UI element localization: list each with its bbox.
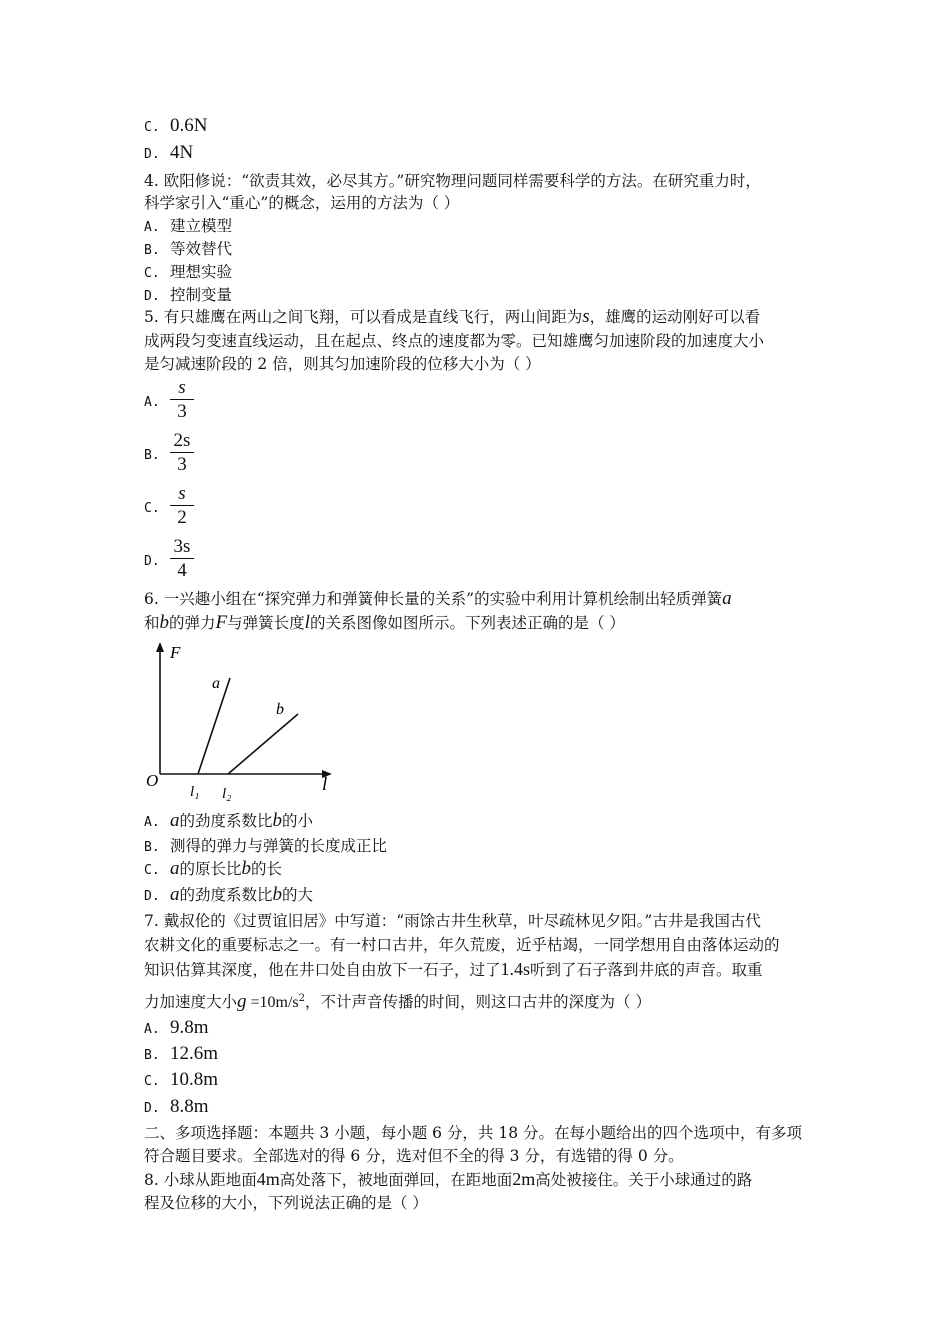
q7-stem-line2: 农耕文化的重要标志之一。有一村口古井，年久荒废，近乎枯竭，一同学想用自由落体运动的 (144, 936, 780, 954)
tick-l2-label: l₂ (222, 786, 232, 802)
q7-option-d[interactable] (144, 1096, 209, 1120)
q3-option-d[interactable] (144, 142, 193, 166)
q5-option-a-fraction (170, 377, 194, 422)
q6-option-c[interactable] (144, 858, 282, 882)
option-letter: A. (144, 220, 160, 235)
option-letter: D. (144, 889, 160, 904)
option-text: 建立模型 (170, 217, 233, 235)
option-letter: D. (144, 289, 160, 304)
q4-option-b[interactable] (144, 238, 232, 262)
q8-height-1: 4m (256, 1169, 280, 1189)
q7-var-g: g (237, 991, 247, 1013)
q6-text: 与弹簧长度 (227, 614, 305, 632)
section2-heading-line2: 符合题目要求。全部选对的得 6 分，选对但不全的得 3 分，有选错的得 0 分。 (144, 1147, 684, 1165)
line-a-label: a (212, 675, 220, 692)
q7-text: ，不计声音传播的时间，则这口古井的深度为（ ） (305, 993, 651, 1012)
fraction-denominator: 4 (177, 560, 187, 581)
q6-text: 的弹力 (169, 614, 216, 632)
option-var: b (272, 810, 283, 831)
option-letter: B. (144, 243, 160, 258)
q8-text: 高处落下，被地面弹回，在距地面 (279, 1171, 513, 1189)
fraction-denominator: 3 (177, 454, 187, 475)
q5-option-d-fraction (170, 536, 194, 581)
y-axis-label: F (170, 643, 181, 662)
q7-stem-line4 (144, 988, 651, 1014)
q6-option-a[interactable] (144, 810, 313, 834)
q5-stem-line1 (144, 306, 760, 328)
q6-stem-line2 (144, 612, 625, 634)
option-text: 的小 (282, 812, 314, 830)
q5-option-b-fraction (170, 430, 194, 475)
q7-text: 力加速度大小 (144, 993, 238, 1012)
fraction-bar (170, 558, 194, 559)
q4-stem-line2: 科学家引入“重心”的概念，运用的方法为（ ） (144, 194, 460, 212)
option-var: a (170, 884, 180, 905)
option-text: 9.8m (170, 1017, 209, 1038)
option-var: b (272, 884, 283, 905)
option-text: 12.6m (170, 1043, 219, 1064)
option-text: 的劲度系数比 (179, 886, 273, 904)
q7-text: 知识估算其深度，他在井口处自由放下一石子，过了 (144, 961, 501, 979)
fraction-numerator: 3s (173, 536, 191, 557)
q5-option-c-fraction (170, 483, 194, 528)
section2-heading-line1: 二、多项选择题：本题共 3 小题，每小题 6 分，共 18 分。在每小题给出的四个选项中，有多项 (144, 1124, 803, 1142)
fraction-bar (170, 505, 194, 506)
q6-var-a: a (722, 588, 732, 609)
q6-stem-line1 (144, 588, 732, 610)
q5-text: 5. 有只雄鹰在两山之间飞翔，可以看成是直线飞行，两山间距为 (144, 308, 583, 326)
q4-option-c[interactable] (144, 261, 232, 285)
option-text: 的大 (282, 886, 314, 904)
option-letter: C. (144, 120, 160, 135)
option-letter: B. (144, 840, 160, 855)
q5-option-b[interactable] (144, 443, 170, 467)
fraction-numerator: s (178, 483, 186, 504)
option-text: 4N (170, 142, 194, 163)
option-text: 的原长比 (179, 860, 242, 878)
option-text: 控制变量 (170, 286, 233, 304)
q5-text: ，雄鹰的运动刚好可以看 (589, 308, 761, 326)
q6-var-b: b (159, 612, 170, 633)
option-letter: C. (144, 1074, 160, 1089)
line-b (228, 714, 298, 774)
q5-stem-line2: 成两段匀变速直线运动，且在起点、终点的速度都为零。已知雄鹰匀加速阶段的加速度大小 (144, 332, 765, 350)
option-letter: A. (144, 815, 160, 830)
q5-option-d[interactable] (144, 549, 170, 573)
option-letter: A. (144, 395, 160, 410)
y-axis-arrow (156, 642, 164, 652)
x-axis-label: l (322, 774, 328, 795)
q6-text: 的关系图像如图所示。下列表述正确的是（ ） (309, 614, 625, 632)
option-var: a (170, 810, 180, 831)
q4-option-d[interactable] (144, 284, 232, 308)
option-letter: C. (144, 501, 160, 516)
option-var: a (170, 858, 180, 879)
option-letter: B. (144, 1048, 160, 1063)
q7-g-value: =10m/s (246, 994, 299, 1012)
q8-stem-line1 (144, 1168, 752, 1191)
option-letter: A. (144, 1022, 160, 1037)
option-text: 10.8m (170, 1069, 219, 1090)
option-text: 的劲度系数比 (179, 812, 273, 830)
origin-label: O (146, 771, 159, 790)
q8-height-2: 2m (512, 1169, 536, 1189)
q7-time-value: 1.4s (500, 959, 531, 979)
fraction-denominator: 3 (177, 401, 187, 422)
q7-option-b[interactable] (144, 1043, 218, 1067)
fraction-numerator: 2s (173, 430, 191, 451)
tick-l1-label: l₁ (190, 784, 200, 800)
option-text: 0.6N (170, 115, 208, 136)
fraction-denominator: 2 (177, 507, 187, 528)
q6-force-length-graph (140, 638, 340, 802)
q7-option-c[interactable] (144, 1069, 218, 1093)
q8-text: 高处被接住。关于小球通过的路 (535, 1171, 753, 1189)
q5-var-s: s (582, 306, 590, 327)
q6-var-l: l (304, 612, 310, 633)
q4-option-a[interactable] (144, 215, 232, 239)
q6-text: 6. 一兴趣小组在“探究弹力和弹簧伸长量的关系”的实验中利用计算机绘制出轻质弹簧 (144, 590, 723, 608)
option-letter: D. (144, 147, 160, 162)
option-letter: D. (144, 554, 160, 569)
q4-stem-line1: 4. 欧阳修说：“欲责其效，必尽其方。”研究物理问题同样需要科学的方法。在研究重力时， (144, 172, 761, 190)
q7-option-a[interactable] (144, 1017, 209, 1041)
option-text: 等效替代 (170, 240, 233, 258)
q6-text: 和 (144, 614, 160, 632)
option-letter: B. (144, 448, 160, 463)
fraction-bar (170, 452, 194, 453)
q8-text: 8. 小球从距地面 (144, 1171, 257, 1189)
q5-option-c[interactable] (144, 496, 170, 520)
option-letter: C. (144, 863, 160, 878)
line-a (198, 678, 230, 774)
fraction-bar (170, 399, 194, 400)
option-letter: C. (144, 266, 160, 281)
q6-var-F: F (215, 612, 228, 633)
option-text: 的长 (251, 860, 283, 878)
option-var: b (241, 858, 252, 879)
q6-option-d[interactable] (144, 884, 313, 908)
option-text: 理想实验 (170, 263, 233, 281)
q5-option-a[interactable] (144, 390, 170, 414)
q7-text: 听到了石子落到井底的声音。取重 (530, 961, 763, 979)
option-letter: D. (144, 1101, 160, 1116)
q5-stem-line3: 是匀减速阶段的 2 倍，则其匀加速阶段的位移大小为（ ） (144, 355, 541, 373)
option-text: 测得的弹力与弹簧的长度成正比 (170, 837, 388, 855)
q7-stem-line1: 7. 戴叔伦的《过贾谊旧居》中写道：“雨馀古井生秋草，叶尽疏林见夕阳。”古井是我国古代 (144, 912, 761, 930)
q8-stem-line2: 程及位移的大小，下列说法正确的是（ ） (144, 1194, 428, 1212)
q7-g-exponent: 2 (298, 993, 306, 1004)
q7-stem-line3 (144, 958, 763, 981)
q3-option-c[interactable] (144, 115, 207, 139)
option-text: 8.8m (170, 1096, 209, 1117)
q6-option-b[interactable] (144, 835, 387, 859)
line-b-label: b (276, 701, 284, 718)
fraction-numerator: s (178, 377, 186, 398)
